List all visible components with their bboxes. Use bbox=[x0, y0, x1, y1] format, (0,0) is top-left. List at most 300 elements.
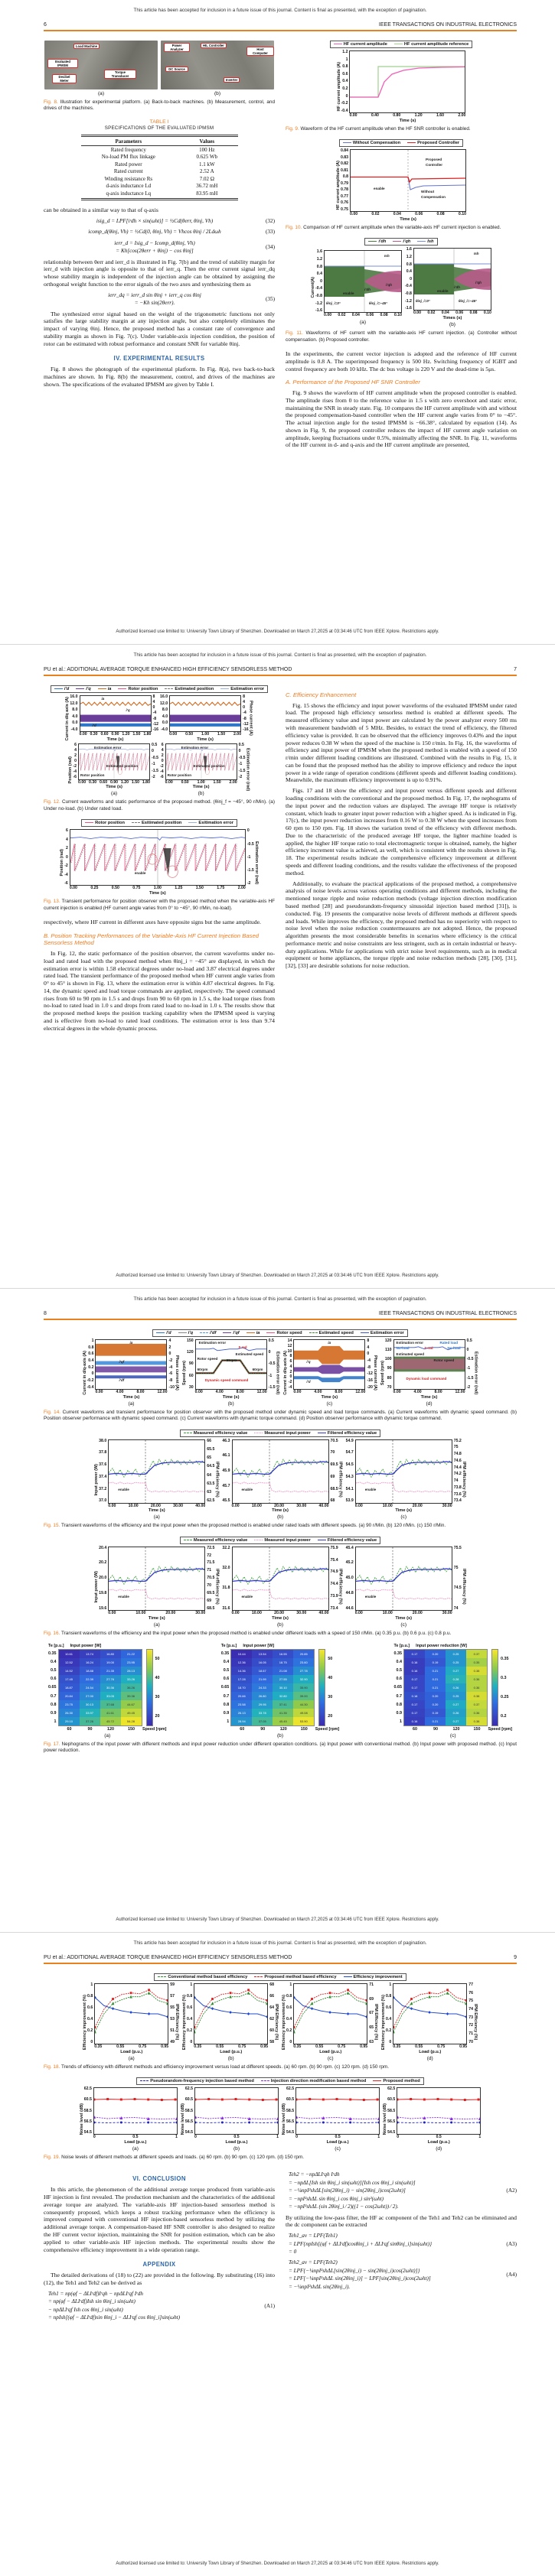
y-ticks: 1 0.8 0.6 0.4 0.2 0 -0.2 -0.4 bbox=[87, 1338, 94, 1390]
x-ticks: 0 0.5 1 bbox=[93, 2135, 178, 2140]
y-ticks: 45.4 45.2 45.0 44.8 44.6 bbox=[345, 1545, 354, 1611]
y-axis-label: Efficiency improvement (%) bbox=[83, 1994, 87, 2050]
x-ticks: 0.00 0.40 0.80 1.20 1.60 2.00 bbox=[349, 113, 466, 118]
y-ticks: 14 12 10 8 6 4 2 0 -2 -4 bbox=[287, 1338, 292, 1390]
paragraph: By utilizing the low-pass filter, the HF ac component of the Teh1 and Teh2 can be eliminated and the dc component can be extracted bbox=[286, 2213, 517, 2229]
photo-measurement-control bbox=[161, 41, 274, 89]
subfigure-label: (d) bbox=[426, 1400, 433, 1407]
x-axis-label: Time (s) bbox=[122, 1394, 140, 1400]
fig12b-current-plot bbox=[169, 695, 241, 732]
table-1-number: TABLE I bbox=[149, 119, 169, 125]
y-axis-label: Efficiency improvement (%) bbox=[381, 1994, 386, 2050]
annotation: enable bbox=[118, 1594, 129, 1599]
y-ticks-right: 0 -0.5 -1 -1.5 -2 bbox=[246, 828, 254, 886]
section-heading-experimental-results: IV. EXPERIMENTAL RESULTS bbox=[113, 355, 205, 363]
subfigure-label: (b) bbox=[227, 2055, 234, 2061]
fig18b-plot bbox=[194, 1983, 268, 2044]
subsection-heading-B: B. Position Tracking Performances of the Variable-Axis HF Current Injection Based Sensorless Method bbox=[44, 932, 260, 947]
figure-11 bbox=[286, 238, 517, 343]
x-axis-label: Load (p.u.) bbox=[427, 2139, 450, 2145]
x-ticks: 0.00 0.50 1.00 1.50 2.00 bbox=[169, 732, 242, 737]
x-ticks: 0.35 0.55 0.75 0.95 bbox=[393, 2044, 468, 2049]
right-column bbox=[286, 685, 517, 1036]
y-axis-label-right: IPM efficiency (%) bbox=[461, 1569, 466, 1605]
y-axis-label-right: IPM Efficiency (%) bbox=[473, 2004, 478, 2041]
left-column bbox=[44, 2168, 275, 2324]
subfigure-label: (a) bbox=[132, 2145, 139, 2152]
figure-15-caption: Fig. 15. Transient waveforms of the efficiency and the input power when the proposed method is enabled under rated loads with different speeds. (a) 90 r/Min. (b) 120 r/Min. (c) 150 r/Min. bbox=[44, 1523, 446, 1529]
heatmap-grid: 0.17 0.20 0.25 0.37 0.16 0.19 0.25 0.35 0.16 0.21 0.27 0.38 0.17 0.21 0.28 0.36 0.17 0.21 0.26 0.36 0.18 0.20 0.25 0.38 0.17 0.20 0.27 0.37 0.17 0.19 0.26 0.36 0.16 0.21 0.27 0.38 bbox=[403, 1649, 488, 1726]
y-axis-label-right: IPM Efficiency (%) bbox=[274, 2004, 279, 2041]
fig12a-position-plot: Estimation error Estimated position Rotor position bbox=[78, 743, 150, 780]
x-ticks: 0.35 0.55 0.75 0.95 bbox=[293, 2044, 368, 2049]
x-ticks: 0.00 0.30 0.60 0.90 1.20 1.50 1.80 bbox=[79, 732, 152, 737]
table-1-rows: Rated frequency 100 Hz No-load PM flux linkage 0.625 Wb Rated power 1.1 kW Rated current 2.52 A Winding resistance Rs 7.02 Ω d-axis inductance Ld 36.72 mH q-axis inductance Lq 83.95 mH bbox=[101, 146, 218, 197]
colorbar bbox=[491, 1649, 498, 1726]
fig11b-plot: Ish enable i′dh i′qh θinj_i=0° θinj_i=−45° bbox=[413, 248, 491, 311]
x-axis-label: Time (s) bbox=[399, 118, 416, 123]
figure-16-caption: Fig. 16. Transient waveforms of the efficiency and the input power when the proposed method is enabled under different loads with a speed of 150 r/Min. (a) 0.35 p.u. (b) 0.6 p.u. (c) 0.8 p.u. bbox=[44, 1630, 452, 1636]
y-axis-label-right: Estimation error (rad) bbox=[245, 748, 250, 792]
subfigure-label: (c) bbox=[335, 2145, 341, 2152]
fig16c-plot bbox=[355, 1547, 452, 1611]
right-column bbox=[286, 41, 517, 452]
fig12b-position-plot: Estimation error Estimated position Rotor position bbox=[165, 743, 237, 780]
subfigure-label: (b) bbox=[449, 322, 455, 328]
fig14b-plot: Estimation error 0 rad Rotor speed Estimated speed 60rpm 90rpm 60rpm Dynamic speed command bbox=[195, 1339, 267, 1390]
left-column bbox=[44, 685, 275, 1036]
figure-14-caption: Fig. 14. Current waveforms and transient performance for position observer with the proposed method under dynamic speed and load torque commands. (a) Current waveforms with dynamic speed command. (b) Position observer performance with dynamic speed command. (c) Current waveforms with dynamic torque command. (d) Position observer performance with dynamic torque command. bbox=[44, 1409, 517, 1422]
subfigure-label: (b) bbox=[214, 91, 221, 96]
y-axis-label: Noise level (dB) bbox=[383, 2103, 388, 2135]
y-ticks: 1 0.8 0.6 0.4 0.2 0 bbox=[87, 1982, 93, 2044]
table-1-header: Parameters Values bbox=[81, 138, 238, 146]
journal-title: IEEE TRANSACTIONS ON INDUSTRIAL ELECTRONICS bbox=[378, 22, 517, 28]
photo-label: Evaluated IPMSM bbox=[47, 59, 78, 68]
x-ticks: 0.00 10.00 20.00 30.00 bbox=[108, 1610, 206, 1615]
y-ticks-right: 4 2 0 -2 -4 -6 -8 -10 bbox=[168, 1338, 175, 1390]
page-number: 8 bbox=[44, 1311, 47, 1316]
nephogram-reduction: Te [p.u.] Input power reduction [W] 0.35 0.4 0.5 0.6 0.65 0.7 0.8 0.9 1 0.17 0.20 0.25 0.37 0.16 0.19 0.25 0.35 0.16 0.21 0.27 0.38 0.17 0.21 0.28 0.36 0.17 0.21 0.26 0.36 0.18 0.20 0.25 0.38 0.17 0.20 0.27 0.37 0.17 0.19 0.26 0.36 0.16 0.21 0.27 0.38 0.35 0.3 0.25 0.2 60 90 120 150 Speed [rpm] (c) bbox=[393, 1643, 512, 1738]
colorbar bbox=[146, 1649, 153, 1726]
heatmap-grid: 10.61 13.74 16.80 21.22 12.52 16.24 19.00 23.95 14.52 18.88 21.35 28.13 17.45 22.39 27.76 33.26 18.87 24.54 30.36 36.26 20.84 27.00 33.05 39.36 23.75 30.13 37.68 44.67 26.30 33.97 41.61 49.45 29.10 37.26 45.72 54.28 bbox=[58, 1649, 142, 1726]
figure-14 bbox=[44, 1329, 517, 1423]
colorbar-ticks: 0.35 0.3 0.25 0.2 bbox=[501, 1656, 509, 1719]
y-axis-label: Input power (W) bbox=[94, 1570, 100, 1603]
figure-14-legend: i′d i′q i′df i′qf ia Rotor speed Estimated speed Estimation error bbox=[152, 1329, 408, 1337]
x-axis-label: Load (p.u.) bbox=[220, 2049, 243, 2054]
fig19a-plot bbox=[93, 2087, 178, 2135]
figure-18-caption: Fig. 18. Trends of efficiency with different methods and efficiency improvement versus load at different speeds. (a) 60 rpm. (b) 90 rpm. (c) 120 rpm. (d) 150 rpm. bbox=[44, 2064, 390, 2070]
x-axis-label: Time (s) bbox=[400, 216, 416, 222]
y-ticks: 16.0 12.0 8.0 4.0 0.0 -4.0 bbox=[160, 694, 168, 732]
acceptance-notice: This article has been accepted for inclusion in a future issue of this journal. Content is final as presented, with the exception of pagination. bbox=[133, 8, 427, 13]
y-axis-label: Input power (W) bbox=[94, 1463, 100, 1496]
subfigure-label: (c) bbox=[449, 1732, 456, 1738]
annotation: Controller bbox=[426, 163, 442, 168]
subfigure-label: (a) bbox=[153, 1514, 160, 1521]
x-ticks: 0.00 0.02 0.04 0.06 0.08 0.10 bbox=[350, 212, 467, 217]
y-ticks: 1 0.8 0.6 0.4 0.2 0 bbox=[386, 1982, 392, 2044]
x-ticks: 0.00 0.30 0.60 0.90 1.20 1.50 1.80 bbox=[78, 779, 150, 785]
x-ticks: 0 0.5 1 bbox=[397, 2135, 482, 2140]
photo-label: Host Computer bbox=[246, 47, 274, 56]
y-axis-label-right: Phase current (A) bbox=[248, 701, 253, 737]
y-ticks-right: 8 4 0 -4 -8 -12 -16 bbox=[152, 694, 158, 732]
subfigure-label: (b) bbox=[276, 1732, 284, 1738]
fig11a-plot: Ish enable i′dh i′qh θinj_i=0° θinj_i=−45° bbox=[324, 250, 402, 313]
paragraph: Figs. 17 and 18 show the efficiency and input power versus different speeds and different loading conditions with the conventional and the proposed method. In Fig. 17, the nephograms of the input power and the reduction values are displayed. The average HF torque is relatively constant, which leads to greater input power reduction with a higher speed. As is indicated in Fig. 17(c), the input power reduction increases from 0.16 W to 0.38 W when the speed increases from 60 rpm to 150 rpm. Fig. 18 shows the variation trend of the efficiency with different methods. Due to the characteristic of the produced average HF torque, the lighter machine loaded is applied, the higher HF torque ratio to total electromagnetic torque is obtained, namely, the higher efficiency increment value is achieved, as well, which is consistent with the results shown in Fig. 18. The experimental results indicate the comprehensive efficiency improvement at different speeds and different loading conditions, and the results validate the effectiveness of the proposed method. bbox=[286, 787, 517, 877]
y-axis-label-right: IPM Efficiency (%) bbox=[175, 2004, 179, 2041]
figure-11-caption: Fig. 11. Waveforms of HF current with the variable-axis HF current injection. (a) Controller without compensation. (b) Proposed controller. bbox=[286, 330, 517, 343]
figure-19-caption: Fig. 19. Noise levels of different methods at different speeds and loads. (a) 60 rpm. (b) 90 rpm. (c) 120 rpm. (d) 150 rpm. bbox=[44, 2154, 305, 2160]
photo-label: Inverter bbox=[224, 77, 240, 83]
running-header bbox=[44, 22, 517, 31]
copyright-footer: Authorized licensed use limited to: University Town Library of Shenzhen. Downloaded on March 27,2025 at 03:34:46 UTC from IEEE Xplore. Restrictions apply. bbox=[116, 629, 439, 634]
photo-label: Decibel Meter bbox=[52, 74, 77, 83]
y-ticks-right: 77 76 75 74 73 72 71 70 bbox=[468, 1982, 473, 2044]
right-column bbox=[286, 2168, 517, 2324]
copyright-footer: Authorized licensed use limited to: University Town Library of Shenzhen. Downloaded on March 27,2025 at 03:34:46 UTC from IEEE Xplore. Restrictions apply. bbox=[116, 1917, 439, 1922]
photo-label: Load Machine bbox=[73, 44, 100, 49]
x-axis-label: Load (p.u.) bbox=[124, 2139, 147, 2145]
y-ticks-right: 71 69 67 65 63 bbox=[369, 1982, 374, 2044]
x-axis-label: Load (p.u.) bbox=[120, 2049, 143, 2054]
copyright-footer: Authorized licensed use limited to: University Town Library of Shenzhen. Downloaded on March 27,2025 at 03:34:46 UTC from IEEE Xplore. Restrictions apply. bbox=[116, 2561, 439, 2566]
subsection-heading-C: C. Efficiency Enhancement bbox=[286, 691, 357, 698]
hf-amplitude-comparison-waveform bbox=[351, 150, 465, 211]
paragraph: Fig. 15 shows the efficiency and input power waveforms of the evaluated IPMSM under rated load. The proposed high efficiency sensorless method is enabled at different speeds. The measured efficiency value and input power are calculated by the power analyzer every 500 ms with measurement bandwidth of 5 MHz. Besides, to extract the trend of efficiency, the filtered efficiency value is provided. It can be observed that the efficiency improves 0.43% and the input power reduces 0.38 W when the speed of the machine is 150 r/min. In Fig. 16, the waveforms of efficiency and input power of IPMSM when the proposed method is enabled with a speed of 150 r/min under different loading conditions are illustrated. Combined with the results in Fig. 15, it can be found that the proposed method has the ability to improve efficiency and reduce the input power in a wide range of operation conditions (different speeds and different loading conditions). Meanwhile, the maximum efficiency improvement is up to 0.91%. bbox=[286, 701, 517, 784]
subfigure-label: (b) bbox=[227, 1400, 234, 1407]
figure-13-caption: Fig. 13. Transient performance for position observer with the proposed method when the variable-axis HF current injection is enabled (HF current angle varies from 0° to −45°, 90 r/Min, no-load). bbox=[44, 899, 275, 911]
y-ticks: 32.2 32.0 31.8 31.6 bbox=[222, 1545, 230, 1611]
y-ticks: 62.5 60.5 58.5 56.5 54.5 bbox=[184, 2086, 193, 2135]
y-ticks: 1.6 1.2 0.8 0.4 0 -0.4 -0.8 -1.2 -1.6 bbox=[405, 247, 412, 311]
y-ticks: 1 0.8 0.6 0.4 0.2 0 bbox=[187, 1982, 193, 2044]
y-axis-label: HF current amplitude (A) bbox=[335, 161, 341, 210]
x-axis-label: Time (s) bbox=[321, 1394, 338, 1400]
paragraph: In the experiments, the current vector injection is adopted and the reference of HF current amplitude is 0.8 A. The superimposed frequency is 500 Hz. Switching frequency of IGBT and control frequency are both 10 kHz. The dc bus voltage is 220 V and the dead-time is 5μs. bbox=[286, 350, 517, 372]
figure-15-legend: Measured efficiency value Measured input power Filtered efficiency value bbox=[180, 1429, 380, 1437]
y-axis-label-right: IPM efficiency (%) bbox=[338, 1462, 343, 1498]
x-ticks: 0 0.5 1 bbox=[194, 2135, 279, 2140]
subfigure-label: (c) bbox=[400, 1621, 407, 1628]
heatmap-row-labels: 0.35 0.4 0.5 0.6 0.65 0.7 0.8 0.9 1 bbox=[220, 1651, 230, 1725]
x-ticks: 0.00 10.00 20.00 30.00 40.00 bbox=[231, 1503, 329, 1508]
equation-33: icomp_d(θinj, Vh) = ½Cd(0, θinj, Vh) = Vhcos θinj / 2Ldωh (33) bbox=[88, 229, 275, 236]
x-axis-label: Time (s) bbox=[272, 1508, 289, 1514]
x-axis-label: Time (s) bbox=[222, 1394, 240, 1400]
annotation: Compensation bbox=[421, 195, 446, 200]
paragraph: In Fig. 12, the static performance of the position observer, the current waveforms under no-load and rated load with the proposed method when θinj_i = −45° are displayed, in which the estimation error is within 1.58 electrical degrees under no-load and 3.87 electrical degrees under rated load. The transient performance of the proposed method when HF current angle varies from 0° to 45° is shown in Fig. 13, where the estimation error is within 4.87 electrical degrees. In Fig. 14, the dynamic speed and load torque commands are applied, respectively. The speed command rises from 60 to 90 rpm in 1.5 s and drops from 90 to 60 rpm in 1.5 s, the load torque rises from no-load to rated load in 1.0 s and drops from rated load to no-load in 1.0 s. The results show that the proposed method keeps the position tracking capability when the IPMSM speed is varying and is effective from no-load to rated load conditions. The estimation error is less than 9.74 electrical degrees in the whole dynamic process. bbox=[44, 950, 275, 1032]
annotation: Without bbox=[421, 190, 435, 194]
colorbar-ticks: 50 40 30 20 bbox=[328, 1656, 333, 1719]
y-axis-label-right: Phase current (A) bbox=[174, 1355, 179, 1390]
y-ticks: 46.3 46.1 45.9 45.7 45.5 bbox=[222, 1438, 230, 1504]
fig16b-plot bbox=[232, 1547, 329, 1611]
x-axis-label: Time (s) bbox=[149, 891, 166, 896]
y-axis-label: Noise level (dB) bbox=[282, 2103, 286, 2135]
y-ticks: 6 4 2 0 -2 -4 -6 bbox=[64, 828, 68, 886]
subsection-heading-A: A. Performance of the Proposed HF SNR Controller bbox=[286, 379, 420, 386]
y-ticks-right: 0.5 0 -0.5 -1 -1.5 -2 bbox=[152, 742, 158, 780]
section-heading-appendix: APPENDIX bbox=[142, 2261, 176, 2269]
subfigure-label: (b) bbox=[276, 1514, 284, 1521]
y-axis-label: Noise level (dB) bbox=[180, 2103, 185, 2135]
y-axis-label: Position (rad) bbox=[60, 848, 65, 877]
figure-9 bbox=[286, 41, 517, 132]
running-header bbox=[44, 1955, 517, 1964]
paragraph: can be obtained in a similar way to that of q-axis bbox=[44, 206, 158, 213]
figure-13 bbox=[44, 819, 275, 912]
equation-34: ierr_d = Isig_d − Icomp_d(θinj, Vh) = Kh[cos(2θerr + θinj) − cos θinj] (34) bbox=[114, 239, 275, 255]
x-ticks: 0.00 10.00 20.00 30.00 bbox=[354, 1610, 452, 1615]
page-number: 6 bbox=[44, 22, 47, 28]
x-ticks: 0.00 0.02 0.04 0.06 0.08 0.10 bbox=[413, 311, 491, 316]
x-axis-label: Load (p.u.) bbox=[225, 2139, 248, 2145]
y-axis-label: Efficiency improvement (%) bbox=[182, 1994, 187, 2050]
fig19d-plot bbox=[397, 2087, 481, 2135]
fig16a-plot bbox=[108, 1547, 205, 1611]
fig9-plot bbox=[349, 50, 465, 113]
figure-17 bbox=[44, 1644, 517, 1755]
fig15c-plot bbox=[355, 1439, 452, 1504]
x-axis-label: Time (s) bbox=[197, 737, 214, 742]
figure-18 bbox=[44, 1973, 517, 2070]
fig18d-plot bbox=[393, 1983, 467, 2044]
x-axis-label: Time (s) bbox=[106, 785, 122, 790]
section-heading-conclusion: VI. CONCLUSION bbox=[132, 2175, 186, 2183]
y-axis-label: HF current amplitude (A) bbox=[336, 62, 341, 112]
subfigure-label: (b) bbox=[198, 791, 204, 797]
subfigure-label: (a) bbox=[359, 320, 367, 326]
equation-32: isig_d = LPF[iʳdh × sin(ωht)] = ½Cd(θerr, θinj, Vh) (32) bbox=[96, 217, 275, 224]
figure-9-legend: HF current amplitude HF current amplitude reference bbox=[330, 41, 473, 48]
fig12a-current-plot: ia i′q i′d bbox=[80, 695, 152, 732]
fig14a-plot: ia i′qf i′df bbox=[95, 1339, 167, 1390]
y-ticks-right: 59 57 55 53 51 49 bbox=[170, 1982, 175, 2044]
y-ticks-right: 8 4 0 -4 -8 -12 -16 bbox=[243, 694, 249, 732]
y-ticks: 54.9 54.7 54.5 54.3 54.1 53.9 bbox=[345, 1438, 354, 1504]
figure-9-caption: Fig. 9. Waveform of the HF current amplitude when the HF SNR controller is enabled. bbox=[286, 125, 471, 132]
annotation: enable bbox=[241, 1487, 253, 1491]
annotation: Proposed bbox=[426, 158, 442, 162]
y-ticks-right: 75.2 75 74.8 74.6 74.4 74.2 74 73.8 73.6 73.4 bbox=[453, 1438, 462, 1504]
paragraph: respectively, where HF current in different axes have opposite signs but the same amplitude. bbox=[44, 918, 261, 925]
y-ticks: 150 120 90 60 30 bbox=[186, 1338, 194, 1390]
page-number: 9 bbox=[514, 1955, 517, 1960]
y-ticks: 20.4 20.2 20.0 19.8 19.6 bbox=[99, 1545, 107, 1611]
paragraph: In this article, the phenomenon of the additional average torque produced from variable-axis HF injection is first revealed. The production mechanism and the characteristics of the additional average torque are analyzed. The variable-axis HF injection-based sensorless method is consequently proposed, which keeps a robust tracking performance when the efficiency is improved compared with conventional HF injection-based sensorless method by utilizing the additional average torque. A compensation-based HF SNR controller is also designed to realize the HF current vector injection, maintaining the SNR for position estimation, which can be also applied to other variable-axis HF injection methods. The experimental results show the comprehensive efficiency improvement in a wide operation range. bbox=[44, 2186, 275, 2253]
annotation: enable bbox=[118, 1487, 129, 1491]
running-header bbox=[44, 1311, 517, 1320]
y-axis-label: Current in d/q axis (A) bbox=[65, 696, 70, 741]
photo-label: Power Analyzer bbox=[164, 43, 190, 52]
y-axis-label: Efficiency improvement (%) bbox=[282, 1994, 286, 2050]
page-8 bbox=[0, 1288, 555, 1932]
running-title: PU et al.: ADDITIONAL AVERAGE TORQUE ENHANCED HIGH EFFICIENCY SENSORLESS METHOD bbox=[44, 667, 292, 672]
figure-19 bbox=[44, 2077, 517, 2161]
paragraph: The detailed derivations of (18) to (22) are provided in the following. By substituting (16) into (12), the Teh1 and Teh2 can be derived as bbox=[44, 2272, 275, 2287]
acceptance-notice: This article has been accepted for inclusion in a future issue of this journal. Content is final as presented, with the exception of pagination. bbox=[133, 652, 427, 658]
page-6 bbox=[0, 0, 555, 644]
x-ticks: 0.00 10.00 20.00 30.00 bbox=[354, 1503, 452, 1508]
left-column bbox=[44, 41, 275, 452]
y-ticks: 38.0 37.8 37.6 37.4 37.2 37.0 bbox=[99, 1438, 107, 1504]
x-axis-label: Time (s) bbox=[272, 1615, 289, 1621]
journal-title: IEEE TRANSACTIONS ON INDUSTRIAL ELECTRONICS bbox=[378, 1311, 517, 1316]
y-ticks: 62.5 60.5 58.5 56.5 54.5 bbox=[83, 2086, 92, 2135]
heatmap-row-labels: 0.35 0.4 0.5 0.6 0.65 0.7 0.8 0.9 1 bbox=[393, 1651, 403, 1725]
y-ticks: 1.6 1.2 0.8 0.4 0 -0.4 -0.8 -1.2 -1.6 bbox=[315, 249, 322, 314]
fig18c-plot bbox=[293, 1983, 367, 2044]
y-ticks-right: 0.5 0 -0.5 -1 -1.5 bbox=[268, 1338, 276, 1390]
nephogram-proposed: Te [p.u.] Input power [W] 0.35 0.4 0.5 0.6 0.65 0.7 0.8 0.9 1 10.44 13.54 16.55 20.85 12.36 16.05 18.75 23.60 14.36 18.67 21.08 27.78 17.28 21.99 27.55 32.90 18.70 24.33 30.10 35.90 20.66 26.80 32.80 39.00 23.58 29.95 37.41 44.30 26.13 33.78 41.35 49.08 28.94 37.05 45.45 53.90 50 40 30 20 60 90 120 150 Speed [rpm] (b) bbox=[220, 1643, 340, 1738]
subfigure-label: (b) bbox=[233, 2145, 240, 2152]
fig13-plot: enable bbox=[70, 829, 246, 886]
figure-18-legend: Conventional method based efficiency Proposed method based efficiency Efficiency improvement bbox=[154, 1973, 406, 1981]
figure-19-legend: Pseudorandom-frequency injection based method Injection direction modification based method Proposed method bbox=[136, 2077, 423, 2085]
page-number: 7 bbox=[514, 667, 517, 672]
subfigure-label: (a) bbox=[128, 1400, 135, 1407]
x-ticks: 0.00 4.00 8.00 12.00 bbox=[293, 1390, 366, 1394]
subfigure-label: (c) bbox=[326, 1400, 333, 1407]
figure-12-legend: i′d i′q ia Rotor position Estimated position Estimation error bbox=[51, 685, 268, 693]
figure-15 bbox=[44, 1429, 517, 1530]
y-axis-label: Current in d/q-axis (A) bbox=[282, 1350, 288, 1395]
x-axis-label: Load (p.u.) bbox=[319, 2049, 342, 2054]
y-axis-label-right: IPM efficiency (%) bbox=[338, 1569, 343, 1605]
x-ticks: 0.00 10.00 20.00 30.00 40.00 bbox=[108, 1503, 206, 1508]
y-axis-label-right: IPM efficiency (%) bbox=[461, 1462, 466, 1498]
photo-label: HIL Controller bbox=[201, 43, 227, 48]
acceptance-notice: This article has been accepted for inclusion in a future issue of this journal. Content is final as presented, with the exception of pagination. bbox=[133, 1940, 427, 1946]
y-ticks: 16.0 12.0 8.0 4.0 0.0 -4.0 bbox=[70, 694, 78, 732]
x-axis-label: Times (s) bbox=[442, 316, 462, 321]
table-1-title: SPECIFICATIONS OF THE EVALUATED IPMSM bbox=[104, 125, 214, 131]
subfigure-label: (b) bbox=[276, 1621, 284, 1628]
subfigure-label: (c) bbox=[327, 2055, 334, 2061]
figure-12 bbox=[44, 685, 275, 812]
x-ticks: 0.35 0.55 0.75 0.95 bbox=[94, 2044, 169, 2049]
y-axis-label-right: IPM efficiency (%) bbox=[214, 1569, 220, 1605]
figure-16 bbox=[44, 1537, 517, 1637]
x-ticks: 0.00 0.50 1.00 1.50 2.00 bbox=[165, 779, 237, 785]
fig14c-plot: ia i′q i′d bbox=[293, 1339, 365, 1390]
annotation: enable bbox=[364, 1594, 377, 1599]
x-axis-label: Time (s) bbox=[148, 1615, 165, 1621]
x-axis-label: Time (s) bbox=[192, 785, 210, 790]
figure-13-legend: Rotor position Esitimated position Esitimation error bbox=[81, 819, 237, 827]
y-axis-label-right: Estimation error (rad) bbox=[275, 1351, 280, 1394]
x-ticks: 0.00 4.00 8.00 12.00 bbox=[95, 1390, 168, 1394]
running-header bbox=[44, 667, 517, 676]
y-axis-label-right: IPM efficiency (%) bbox=[214, 1462, 220, 1498]
annotation: enable bbox=[241, 1594, 253, 1599]
figure-12-caption: Fig. 12. Current waveforms and static performance of the proposed method. (θinj_f = −45°, 90 r/Min). (a) Under no-load. (b) Under rated load. bbox=[44, 799, 275, 812]
y-axis-label-right: IPM Efficiency (%) bbox=[374, 2004, 378, 2041]
fig10-plot bbox=[350, 149, 466, 212]
y-axis-label-right: Estimation error (rad) bbox=[473, 1351, 478, 1394]
copyright-footer: Authorized licensed use limited to: University Town Library of Shenzhen. Downloaded on March 27,2025 at 03:34:46 UTC from IEEE Xplore. Restrictions apply. bbox=[116, 1273, 439, 1278]
y-ticks: 0.84 0.83 0.82 0.81 0.8 0.79 0.78 0.77 0.76 0.75 bbox=[340, 148, 349, 212]
subfigure-label: (a) bbox=[153, 1621, 160, 1628]
x-ticks: 0.35 0.55 0.75 0.95 bbox=[194, 2044, 269, 2049]
subfigure-label: (a) bbox=[128, 2055, 135, 2061]
fig15a-plot bbox=[108, 1439, 205, 1504]
y-axis-label: Speed (rpm) bbox=[181, 1360, 187, 1385]
annotation: enable bbox=[364, 1487, 377, 1491]
subfigure-label: (a) bbox=[97, 91, 105, 96]
equation-A2: Teh2 = −npΔLIʳqh Iʳdh = −npΔL[Ish sin θinj_i sin(ωht)][Ish cos θinj_i sin(ωht)] = −¼npI²shΔL[sin(2θinj_i) − sin(2θinj_i)cos(2ωht)] = −npI²shΔL sin θinj_i cos θinj_i sin²(ωht) = −npI²shΔL (sin 2θinj_i ⁄ 2)((1 − cos(2ωht)) ⁄ 2). (A2) bbox=[289, 2171, 517, 2210]
paragraph: Additionally, to evaluate the practical applications of the proposed method, a comprehensive analysis of noise levels across various operating conditions and different methods, including the mentioned torque ripple and noise reduction methods (voltage injection direction modification based method [28] and pseudorandom-frequency sinusoidal injection based method [31]), is conducted. Fig. 19 presents the comparative noise levels of different methods at different speeds and loads. While improves the efficiency, the proposed method has no superiority with respect to noise level when the noise reduction countermeasures are not adopted. Hence, the proposed algorithm presents the most considerable benefits in scenarios where efficiency is the critical performance metric and noise constraints are less stringent, such as in certain industrial or heavy-duty applications. While for applications with strict noise level requirements, such as in medical equipment or home appliances, the torque ripple and noise reduction methods [28], [30], [31], [32], [33] are desirable solutions for noise reduction. bbox=[286, 880, 517, 970]
subfigure-label: (c) bbox=[400, 1514, 407, 1521]
x-ticks: 0 0.5 1 bbox=[295, 2135, 380, 2140]
figure-8 bbox=[44, 41, 275, 96]
acceptance-notice: This article has been accepted for inclusion in a future issue of this journal. Content is final as presented, with the exception of pagination. bbox=[133, 1296, 427, 1302]
figure-11-legend: i′dh i′qh Ish bbox=[364, 238, 437, 246]
y-ticks-right: 75.5 75 74.5 74 bbox=[453, 1545, 462, 1611]
y-ticks: 62.5 60.5 58.5 56.5 54.5 bbox=[387, 2086, 396, 2135]
y-ticks-right: 70.5 70 69.5 69 68.5 68 bbox=[330, 1438, 338, 1504]
paragraph: The synthesized error signal based on the weight of the trigonometric functions not only satisfies the large stability margin at any injection angle, but also completely eliminates the impact of varying θinj. Hence, the proposed method has a constant rate of convergence and stability margin as shown in Fig. 7(c). Under variable-axis injection condition, the position of rotor can be estimated with robust performance and constant SNR for variable θinj. bbox=[44, 310, 275, 347]
figure-17-caption: Fig. 17. Nephograms of the input power with different methods and input power reduction under different operation conditions. (a) Input power with conventional method. (b) Input power with proposed method. (c) Input power reduction. bbox=[44, 1741, 517, 1754]
y-axis-label: Noise level (dB) bbox=[79, 2103, 84, 2135]
x-axis-label: Load (p.u.) bbox=[419, 2049, 442, 2054]
equation-A1: Teh1 = np(φf − ΔLIʳdf)Iʳqh − npΔLIʳqf Iʳdh = np(φf − ΔLIʳdf)Ish sin θinj_i sin(ωht) − npΔLIʳqf Ish cos θinj_i sin(ωht) = npIsh[(φf − ΔLIʳdf)sin θinj_i − ΔLIʳqf cos θinj_i]sin(ωht) (A1) bbox=[48, 2290, 275, 2321]
x-ticks: 0.00 10.00 20.00 30.00 40.00 bbox=[231, 1610, 329, 1615]
y-axis-label: Current(A) bbox=[311, 277, 316, 298]
running-title: PU et al.: ADDITIONAL AVERAGE TORQUE ENHANCED HIGH EFFICIENCY SENSORLESS METHOD bbox=[44, 1955, 292, 1960]
paragraph: Fig. 8 shows the photograph of the experimental platform. In Fig. 8(a), two back-to-back machines are shown. In Fig. 8(b) the measurement, control, and drives of the machines are shown. The specifications of the evaluated IPMSM are given by Table I. bbox=[44, 366, 275, 388]
fig15b-plot bbox=[232, 1439, 329, 1504]
y-axis-label: Position (rad) bbox=[68, 756, 73, 784]
y-axis-label: Current in d/q-axis (A) bbox=[82, 1350, 87, 1395]
fig14d-plot: Estimation error Rated load No-load 0 rad No-load Estimated speed Rotor speed Dynamic load command bbox=[393, 1339, 465, 1390]
figure-10-legend: Without Compensation Proposed Controller bbox=[339, 139, 463, 147]
paragraph: Fig. 9 shows the waveform of HF current amplitude when the proposed controller is enabled. The amplitude rises from 0 to the reference value in 1.5 s with zero overshoot and static error, maintaining the SNR in steady state. Fig. 10 compares the HF current amplitude with and without the proposed compensation-based controller when the HF current angle varies from 0° to −45°. The actual injection angle for the tested IPMSM is −66.38°, calculated by equation (14). As shown in Fig. 9, the proposed controller reduces the impact of HF current angle variation on amplitude, keeping fluctuations under 0.5%, minimally affecting the SNR. In Fig. 11, waveforms of the HF current in d- and q-axis and the HF current amplitude are presented, bbox=[286, 389, 517, 449]
annotation: enable bbox=[374, 187, 385, 191]
x-axis-label: Time (s) bbox=[420, 1394, 438, 1400]
y-axis-label: Speed (rpm) bbox=[380, 1360, 385, 1385]
y-ticks-right: 0.5 0 -0.5 -1 -1.5 -2 bbox=[466, 1338, 474, 1390]
nephogram-conventional: Te [p.u.] Input power [W] 0.35 0.4 0.5 0.6 0.65 0.7 0.8 0.9 1 10.61 13.74 16.80 21.22 12.52 16.24 19.00 23.95 14.52 18.88 21.35 28.13 17.45 22.39 27.76 33.26 18.87 24.54 30.36 36.26 20.84 27.00 33.05 39.36 23.75 30.13 37.68 44.67 26.30 33.97 41.61 49.45 29.10 37.26 45.72 54.28 50 40 30 20 60 90 120 150 Speed [rpm] (a) bbox=[48, 1643, 167, 1738]
photo-label: DC Source bbox=[165, 67, 188, 72]
colorbar-ticks: 50 40 30 20 bbox=[155, 1656, 160, 1719]
y-ticks-right: 75.9 75.4 74.9 74.4 73.9 73.4 bbox=[330, 1545, 338, 1611]
colorbar bbox=[318, 1649, 325, 1726]
fig19b-plot bbox=[194, 2087, 279, 2135]
y-ticks: 1.2 1 0.8 0.6 0.4 0.2 0 -0.2 -0.4 bbox=[341, 50, 348, 113]
y-ticks: 1 0.8 0.6 0.4 0.2 0 bbox=[286, 1982, 292, 2044]
page-7 bbox=[0, 644, 555, 1288]
x-ticks: 0.00 0.25 0.50 0.75 1.00 1.25 1.50 1.75 2.00 bbox=[69, 886, 246, 891]
y-axis-label-right: Phase current (A) bbox=[372, 1355, 377, 1390]
figure-10-caption: Fig. 10. Comparison of HF current amplitude when the variable-axis HF current injection is enabled. bbox=[286, 224, 501, 230]
x-axis-label: Load (p.u.) bbox=[326, 2139, 349, 2145]
x-axis-label: Time (s) bbox=[395, 1508, 413, 1514]
y-ticks-right: 8 4 0 -4 -8 -12 -16 -20 bbox=[367, 1338, 373, 1390]
y-ticks-right: 66 65.5 65 64.5 64 63.5 63 62.5 bbox=[207, 1438, 215, 1504]
equation-A4: Teh2_av = LPF(Teh2) = LPF{−¼npI²shΔL[sin(2θinj_i) − sin(2θinj_i)cos(2ωht)]} = LPF[−¼npI²shΔL sin(2θinj_i)] − LPF[sin(2θinj_i)cos(2ωht)] = −¼npI²shΔL sin(2θinj_i). (A4) bbox=[289, 2259, 517, 2290]
x-ticks: 0.00 4.00 8.00 12.00 bbox=[194, 1390, 267, 1394]
fig19c-plot bbox=[295, 2087, 380, 2135]
table-1 bbox=[81, 135, 238, 200]
y-axis-label-right: Estimation error (rad) bbox=[253, 841, 259, 884]
y-ticks-right: 68 66 64 62 60 58 bbox=[269, 1982, 274, 2044]
x-axis-label: Time (s) bbox=[106, 737, 124, 742]
equation-35: ierr_dq = ierr_d sin θinj + ierr_q cos θinj = −Kh sin(2θerr). (35) bbox=[108, 291, 275, 307]
